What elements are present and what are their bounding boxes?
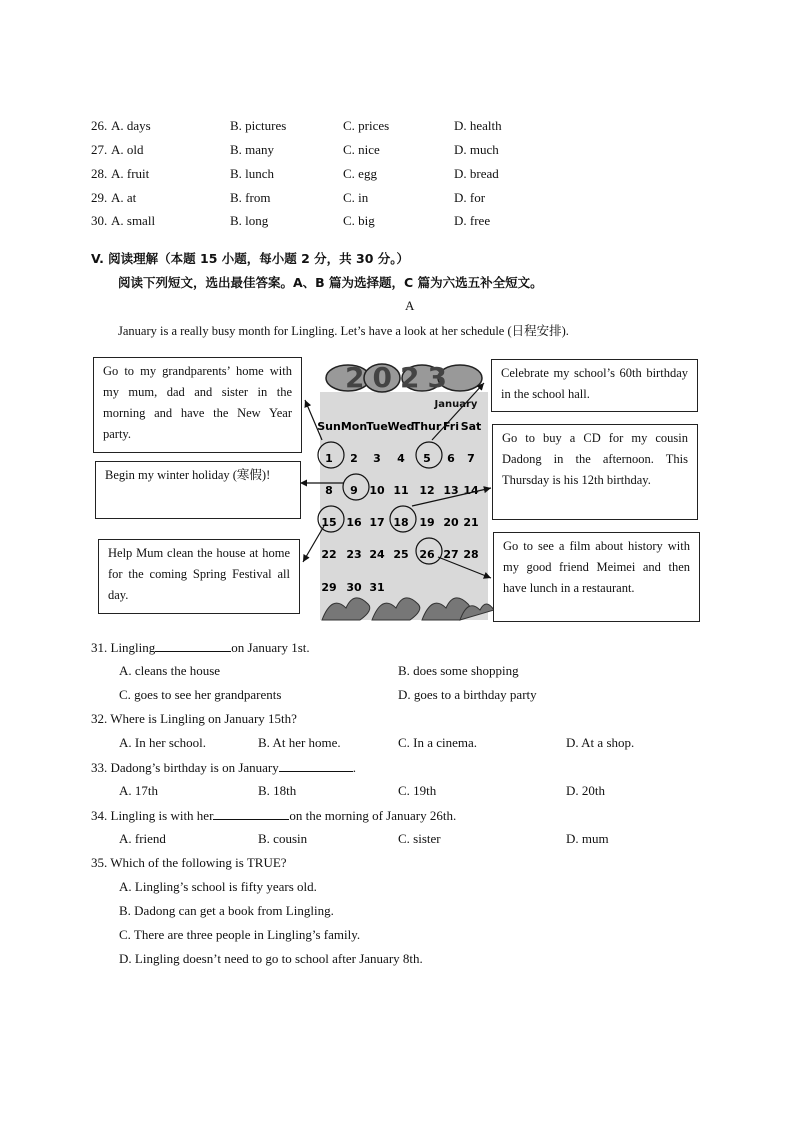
option-row-27 bbox=[91, 142, 711, 162]
q32-option-b: B. At her home. bbox=[258, 735, 341, 750]
note-jan5: Celebrate my school’s 60th birthday in the school hall. bbox=[491, 359, 698, 412]
option-row-29 bbox=[91, 190, 711, 210]
q33-option-b: B. 18th bbox=[258, 783, 297, 798]
passage-label: A bbox=[405, 298, 415, 313]
weekday-label: Tue bbox=[366, 420, 388, 433]
section-instruction: 阅读下列短文，选出最佳答案。A、B 篇为选择题，C 篇为六选五补全短文。 bbox=[118, 275, 543, 290]
option-row-28 bbox=[91, 166, 711, 186]
question-34-stem bbox=[91, 807, 456, 824]
option-b: B. long bbox=[230, 213, 269, 228]
calendar-day: 25 bbox=[393, 548, 409, 561]
calendar-day: 8 bbox=[325, 484, 333, 497]
note-jan1: Go to my grandparents’ home with my mum, dad and sister in the morning and have the New Year party. bbox=[93, 357, 302, 453]
q35-option-c: C. There are three people in Lingling’s family. bbox=[119, 927, 361, 942]
q34-option-a: A. friend bbox=[119, 831, 166, 846]
answer-blank bbox=[279, 759, 353, 772]
calendar-month-text: January bbox=[434, 399, 478, 410]
option-b: B. from bbox=[230, 190, 271, 205]
question-31-stem bbox=[91, 639, 310, 656]
calendar-day: 20 bbox=[443, 516, 459, 529]
weekday-label: Mon bbox=[340, 420, 368, 433]
option-d: D. much bbox=[454, 142, 499, 157]
calendar-day: 17 bbox=[369, 516, 385, 529]
stem-text: 34. Lingling is with her bbox=[91, 808, 214, 823]
calendar-day: 30 bbox=[346, 581, 362, 594]
calendar-day: 28 bbox=[463, 548, 479, 561]
question-number: 29. bbox=[91, 190, 108, 205]
calendar-graphic bbox=[300, 352, 500, 628]
calendar-day: 27 bbox=[443, 548, 459, 561]
option-a: A. fruit bbox=[111, 166, 150, 181]
option-row-26 bbox=[91, 118, 711, 138]
stem-text: 33. Dadong’s birthday is on January bbox=[91, 760, 279, 775]
option-a: A. small bbox=[111, 213, 156, 228]
option-row-30 bbox=[91, 213, 711, 233]
stem-text: on January 1st. bbox=[231, 640, 310, 655]
calendar-day: 12 bbox=[419, 484, 435, 497]
q34-option-b: B. cousin bbox=[258, 831, 308, 846]
option-c: C. big bbox=[343, 213, 375, 228]
calendar-day: 21 bbox=[463, 516, 479, 529]
calendar-day: 10 bbox=[369, 484, 385, 497]
q34-option-c: C. sister bbox=[398, 831, 441, 846]
option-c: C. nice bbox=[343, 142, 380, 157]
stem-text: on the morning of January 26th. bbox=[289, 808, 457, 823]
option-b: B. lunch bbox=[230, 166, 275, 181]
calendar-day: 11 bbox=[393, 484, 409, 497]
question-number: 30. bbox=[91, 213, 108, 228]
note-jan26: Go to see a film about history with my good friend Meimei and then have lunch in a restaurant. bbox=[493, 532, 700, 622]
calendar-day: 22 bbox=[321, 548, 337, 561]
option-b: B. many bbox=[230, 142, 275, 157]
calendar-day: 2 bbox=[350, 452, 358, 465]
weekday-label: Sat bbox=[460, 420, 482, 433]
q33-option-d: D. 20th bbox=[566, 783, 605, 798]
calendar-day: 24 bbox=[369, 548, 385, 561]
q31-option-b: B. does some shopping bbox=[398, 663, 519, 678]
option-d: D. for bbox=[454, 190, 486, 205]
question-35-stem: 35. Which of the following is TRUE? bbox=[91, 855, 287, 870]
note-jan15: Help Mum clean the house at home for the coming Spring Festival all day. bbox=[98, 539, 300, 614]
calendar-day: 1 bbox=[325, 452, 333, 465]
answer-blank bbox=[155, 639, 231, 652]
question-33-stem bbox=[91, 759, 356, 776]
stem-text: . bbox=[352, 760, 357, 775]
q35-option-a: A. Lingling’s school is fifty years old. bbox=[119, 879, 317, 894]
question-number: 26. bbox=[91, 118, 108, 133]
calendar-year-text: 2023 bbox=[345, 361, 455, 394]
calendar-day: 31 bbox=[369, 581, 385, 594]
passage-intro: January is a really busy month for Lingling. Let’s have a look at her schedule (日程安排). bbox=[118, 324, 569, 338]
q31-option-d: D. goes to a birthday party bbox=[398, 687, 537, 702]
option-a: A. at bbox=[111, 190, 137, 205]
q33-option-a: A. 17th bbox=[119, 783, 158, 798]
option-d: D. health bbox=[454, 118, 502, 133]
option-d: D. free bbox=[454, 213, 491, 228]
option-a: A. old bbox=[111, 142, 144, 157]
option-a: A. days bbox=[111, 118, 151, 133]
answer-blank bbox=[213, 807, 289, 820]
option-b: B. pictures bbox=[230, 118, 287, 133]
question-number: 28. bbox=[91, 166, 108, 181]
q32-option-a: A. In her school. bbox=[119, 735, 207, 750]
q32-option-c: C. In a cinema. bbox=[398, 735, 478, 750]
q35-option-b: B. Dadong can get a book from Lingling. bbox=[119, 903, 334, 918]
q31-option-a: A. cleans the house bbox=[119, 663, 221, 678]
calendar-day: 29 bbox=[321, 581, 337, 594]
calendar-day: 7 bbox=[467, 452, 475, 465]
section-title: V. 阅读理解（本题 15 小题，每小题 2 分，共 30 分。） bbox=[91, 251, 410, 266]
calendar-day: 14 bbox=[463, 484, 479, 497]
option-c: C. in bbox=[343, 190, 369, 205]
note-jan18: Go to buy a CD for my cousin Dadong in the afternoon. This Thursday is his 12th birthday. bbox=[492, 424, 698, 520]
calendar-day: 5 bbox=[423, 452, 431, 465]
stem-text: 31. Lingling bbox=[91, 640, 156, 655]
calendar-day: 3 bbox=[373, 452, 381, 465]
calendar-day: 18 bbox=[393, 516, 409, 529]
option-c: C. egg bbox=[343, 166, 377, 181]
calendar-day: 26 bbox=[419, 548, 435, 561]
option-c: C. prices bbox=[343, 118, 390, 133]
q34-option-d: D. mum bbox=[566, 831, 609, 846]
calendar-day: 6 bbox=[447, 452, 455, 465]
question-32-stem: 32. Where is Lingling on January 15th? bbox=[91, 711, 297, 726]
calendar-day: 15 bbox=[321, 516, 337, 529]
weekday-label: Fri bbox=[442, 420, 460, 433]
calendar-day: 13 bbox=[443, 484, 459, 497]
question-number: 27. bbox=[91, 142, 108, 157]
calendar-day: 16 bbox=[346, 516, 362, 529]
note-jan9: Begin my winter holiday (寒假)! bbox=[95, 461, 301, 519]
weekday-label: Sun bbox=[317, 420, 341, 433]
calendar-day: 4 bbox=[397, 452, 405, 465]
q32-option-d: D. At a shop. bbox=[566, 735, 635, 750]
calendar-day: 19 bbox=[419, 516, 435, 529]
weekday-label: Wed bbox=[387, 420, 415, 433]
calendar-day: 23 bbox=[346, 548, 362, 561]
calendar-day: 9 bbox=[350, 484, 358, 497]
q33-option-c: C. 19th bbox=[398, 783, 437, 798]
weekday-label: Thur bbox=[412, 420, 442, 433]
q31-option-c: C. goes to see her grandparents bbox=[119, 687, 282, 702]
q35-option-d: D. Lingling doesn’t need to go to school after January 8th. bbox=[119, 951, 423, 966]
option-d: D. bread bbox=[454, 166, 499, 181]
